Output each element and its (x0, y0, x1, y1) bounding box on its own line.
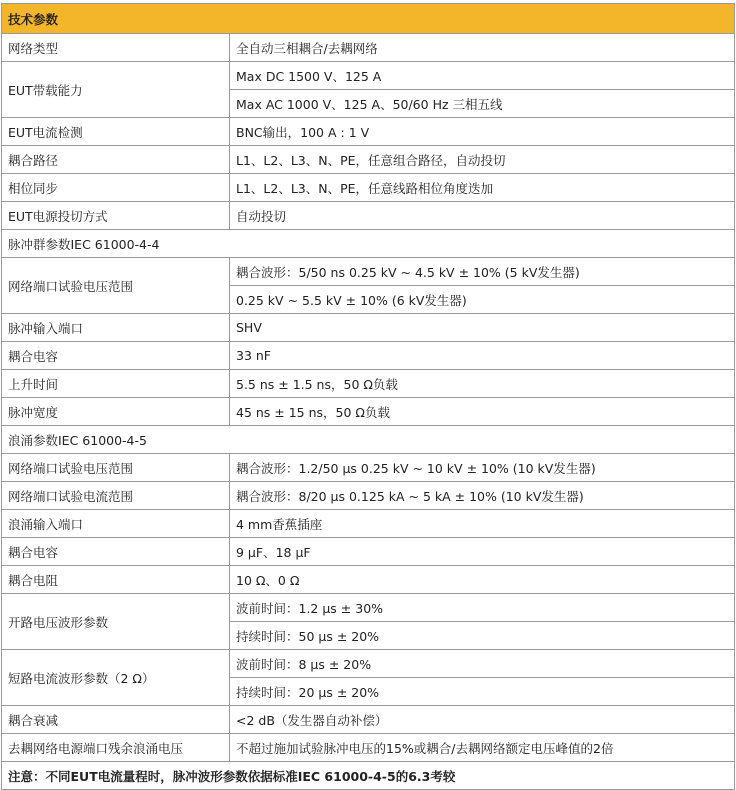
table-row (2, 650, 735, 678)
table-row (2, 62, 735, 90)
row-label: 耦合衰减 (2, 706, 230, 734)
table-row (2, 594, 735, 622)
section-title-eft: 脉冲群参数IEC 61000-4-4 (2, 230, 735, 258)
row-label: 网络类型 (2, 34, 230, 62)
table-row (2, 342, 735, 370)
row-label: 耦合电容 (2, 342, 230, 370)
row-label: 网络端口试验电压范围 (2, 454, 230, 482)
row-label: EUT电源投切方式 (2, 202, 230, 230)
row-value: 0.25 kV ~ 5.5 kV ± 10% (6 kV发生器) (230, 286, 735, 314)
row-label: EUT带载能力 (2, 62, 230, 118)
row-value: BNC输出，100 A : 1 V (230, 118, 735, 146)
row-label: 相位同步 (2, 174, 230, 202)
row-label: 耦合路径 (2, 146, 230, 174)
table-row (2, 566, 735, 594)
section-row (2, 230, 735, 258)
table-row (2, 146, 735, 174)
row-label: 浪涌输入端口 (2, 510, 230, 538)
table-row (2, 314, 735, 342)
table-row (2, 482, 735, 510)
row-value: 不超过施加试验脉冲电压的15%或耦合/去耦网络额定电压峰值的2倍 (230, 734, 735, 762)
row-label: 耦合电阻 (2, 566, 230, 594)
row-value: 耦合波形：1.2/50 μs 0.25 kV ~ 10 kV ± 10% (10 kV发生器) (230, 454, 735, 482)
table-row (2, 370, 735, 398)
row-label: 开路电压波形参数 (2, 594, 230, 650)
table-row (2, 258, 735, 286)
table-row (2, 34, 735, 62)
row-label: 网络端口试验电流范围 (2, 482, 230, 510)
table-row (2, 398, 735, 426)
row-label: 脉冲输入端口 (2, 314, 230, 342)
note-row (2, 762, 735, 790)
row-label: 上升时间 (2, 370, 230, 398)
spec-table (1, 3, 735, 790)
section-row (2, 426, 735, 454)
row-value: L1、L2、L3、N、PE，任意线路相位角度迭加 (230, 174, 735, 202)
row-label: 耦合电容 (2, 538, 230, 566)
section-title-surge: 浪涌参数IEC 61000-4-5 (2, 426, 735, 454)
row-value: SHV (230, 314, 735, 342)
row-value: 耦合波形：8/20 μs 0.125 kA ~ 5 kA ± 10% (10 kV发生器) (230, 482, 735, 510)
row-value: 33 nF (230, 342, 735, 370)
row-value: 全自动三相耦合/去耦网络 (230, 34, 735, 62)
header-row (2, 4, 735, 34)
row-label: 脉冲宽度 (2, 398, 230, 426)
table-row (2, 202, 735, 230)
table-row (2, 118, 735, 146)
table-row (2, 454, 735, 482)
row-value: 耦合波形：5/50 ns 0.25 kV ~ 4.5 kV ± 10% (5 kV发生器) (230, 258, 735, 286)
row-value: Max AC 1000 V、125 A、50/60 Hz 三相五线 (230, 90, 735, 118)
table-row (2, 174, 735, 202)
row-value: Max DC 1500 V、125 A (230, 62, 735, 90)
row-value: 波前时间：8 μs ± 20% (230, 650, 735, 678)
row-value: 持续时间：50 μs ± 20% (230, 622, 735, 650)
row-label: 去耦网络电源端口残余浪涌电压 (2, 734, 230, 762)
row-label: 网络端口试验电压范围 (2, 258, 230, 314)
row-value: 9 μF、18 μF (230, 538, 735, 566)
row-value: 自动投切 (230, 202, 735, 230)
table-row (2, 510, 735, 538)
row-label: 短路电流波形参数（2 Ω） (2, 650, 230, 706)
table-row (2, 706, 735, 734)
row-value: 持续时间：20 μs ± 20% (230, 678, 735, 706)
row-value: 4 mm香蕉插座 (230, 510, 735, 538)
row-label: EUT电流检测 (2, 118, 230, 146)
table-header: 技术参数 (2, 4, 735, 34)
table-row (2, 734, 735, 762)
row-value: 45 ns ± 15 ns，50 Ω负载 (230, 398, 735, 426)
row-value: 5.5 ns ± 1.5 ns，50 Ω负载 (230, 370, 735, 398)
row-value: <2 dB（发生器自动补偿） (230, 706, 735, 734)
table-row (2, 538, 735, 566)
footnote: 注意：不同EUT电流量程时，脉冲波形参数依据标准IEC 61000-4-5的6.3考较 (2, 762, 735, 790)
row-value: 10 Ω、0 Ω (230, 566, 735, 594)
row-value: 波前时间：1.2 μs ± 30% (230, 594, 735, 622)
row-value: L1、L2、L3、N、PE，任意组合路径，自动投切 (230, 146, 735, 174)
